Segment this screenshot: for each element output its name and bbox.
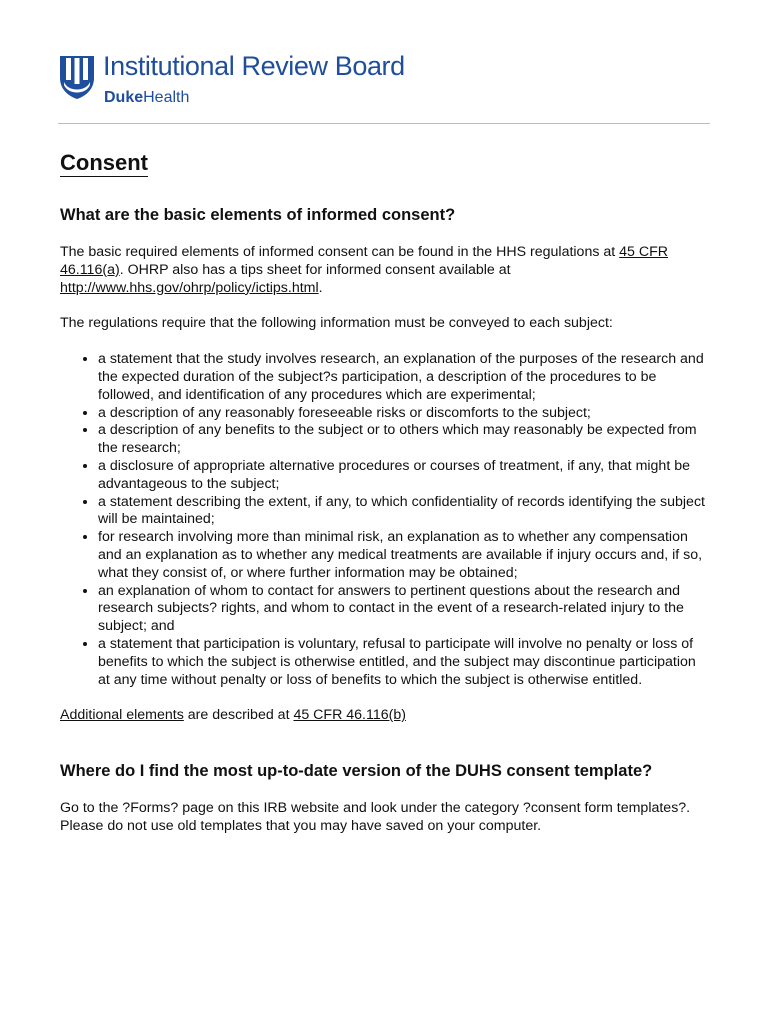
site-header	[58, 52, 458, 108]
intro-text-3: .	[318, 279, 323, 296]
org-title: Institutional Review Board	[103, 51, 405, 81]
org-sub-bold: Duke	[104, 89, 144, 106]
section2-heading: Where do I find the most up-to-date version of the DUHS consent template?	[60, 762, 653, 781]
header-divider	[58, 123, 710, 124]
intro-text-1: The basic required elements of informed consent can be found in the HHS regulations at	[60, 244, 620, 260]
page-title: Consent	[60, 150, 148, 175]
list-item: • an explanation of whom to contact for answers to pertinent questions about the research and research subjects? rights, and whom to contact in the event of a research-related injury to the subject; and	[98, 583, 710, 636]
cfr-46-116a-link[interactable]: 45 CFR 46.116(a)	[60, 244, 669, 278]
list-item: • a statement that the study involves research, an explanation of the purposes of the research and the expected duration of the subject?s participation, a description of the procedures to be followed, and identification of any procedures which are experimental;	[98, 351, 710, 404]
cfr-46-116b-link[interactable]: 45 CFR 46.116(b)	[293, 707, 406, 724]
list-item: • a disclosure of appropriate alternative procedures or courses of treatment, if any, that might be advantageous to the subject;	[98, 458, 710, 494]
main-content	[60, 150, 710, 854]
intro-text-2: . OHRP also has a tips sheet for informed consent available at	[119, 261, 511, 278]
section2-body: Go to the ?Forms? page on this IRB website and look under the category ?consent form templates?. Please do not use old templates that you may have saved on your computer.	[60, 800, 691, 834]
additional-text: are described at	[183, 707, 294, 724]
section1-heading: What are the basic elements of informed consent?	[60, 206, 456, 224]
section1-intro	[60, 244, 710, 297]
list-item: • a statement describing the extent, if any, to which confidentiality of records identifying the subject will be maintained;	[98, 494, 710, 530]
org-sub-rest: Health	[143, 89, 190, 106]
consent-elements-list	[60, 351, 710, 689]
list-item: • for research involving more than minimal risk, an explanation as to whether any compensation and an explanation as to whether any medical treatments are available if injury occurs and, if so, what they consist of, or where further information may be obtained;	[98, 529, 710, 582]
additional-elements-link[interactable]: Additional elements	[60, 707, 184, 724]
section1-lead: The regulations require that the following information must be conveyed to each subject:	[60, 315, 613, 332]
list-item: • a statement that participation is voluntary, refusal to participate will involve no penalty or loss of benefits to which the subject is otherwise entitled, and the subject may discontinue participation at any time without penalty or loss of benefits to which the subject is otherwise entitled.	[98, 636, 710, 689]
list-item: • a description of any reasonably foreseeable risks or discomforts to the subject;	[98, 405, 710, 423]
ohrp-tips-link[interactable]: http://www.hhs.gov/ohrp/policy/ictips.html	[60, 279, 319, 296]
org-subtitle	[104, 89, 189, 107]
additional-elements	[60, 707, 710, 725]
list-item: • a description of any benefits to the subject or to others which may reasonably be expected from the research;	[98, 422, 710, 458]
duke-shield-logo-icon	[58, 54, 96, 100]
